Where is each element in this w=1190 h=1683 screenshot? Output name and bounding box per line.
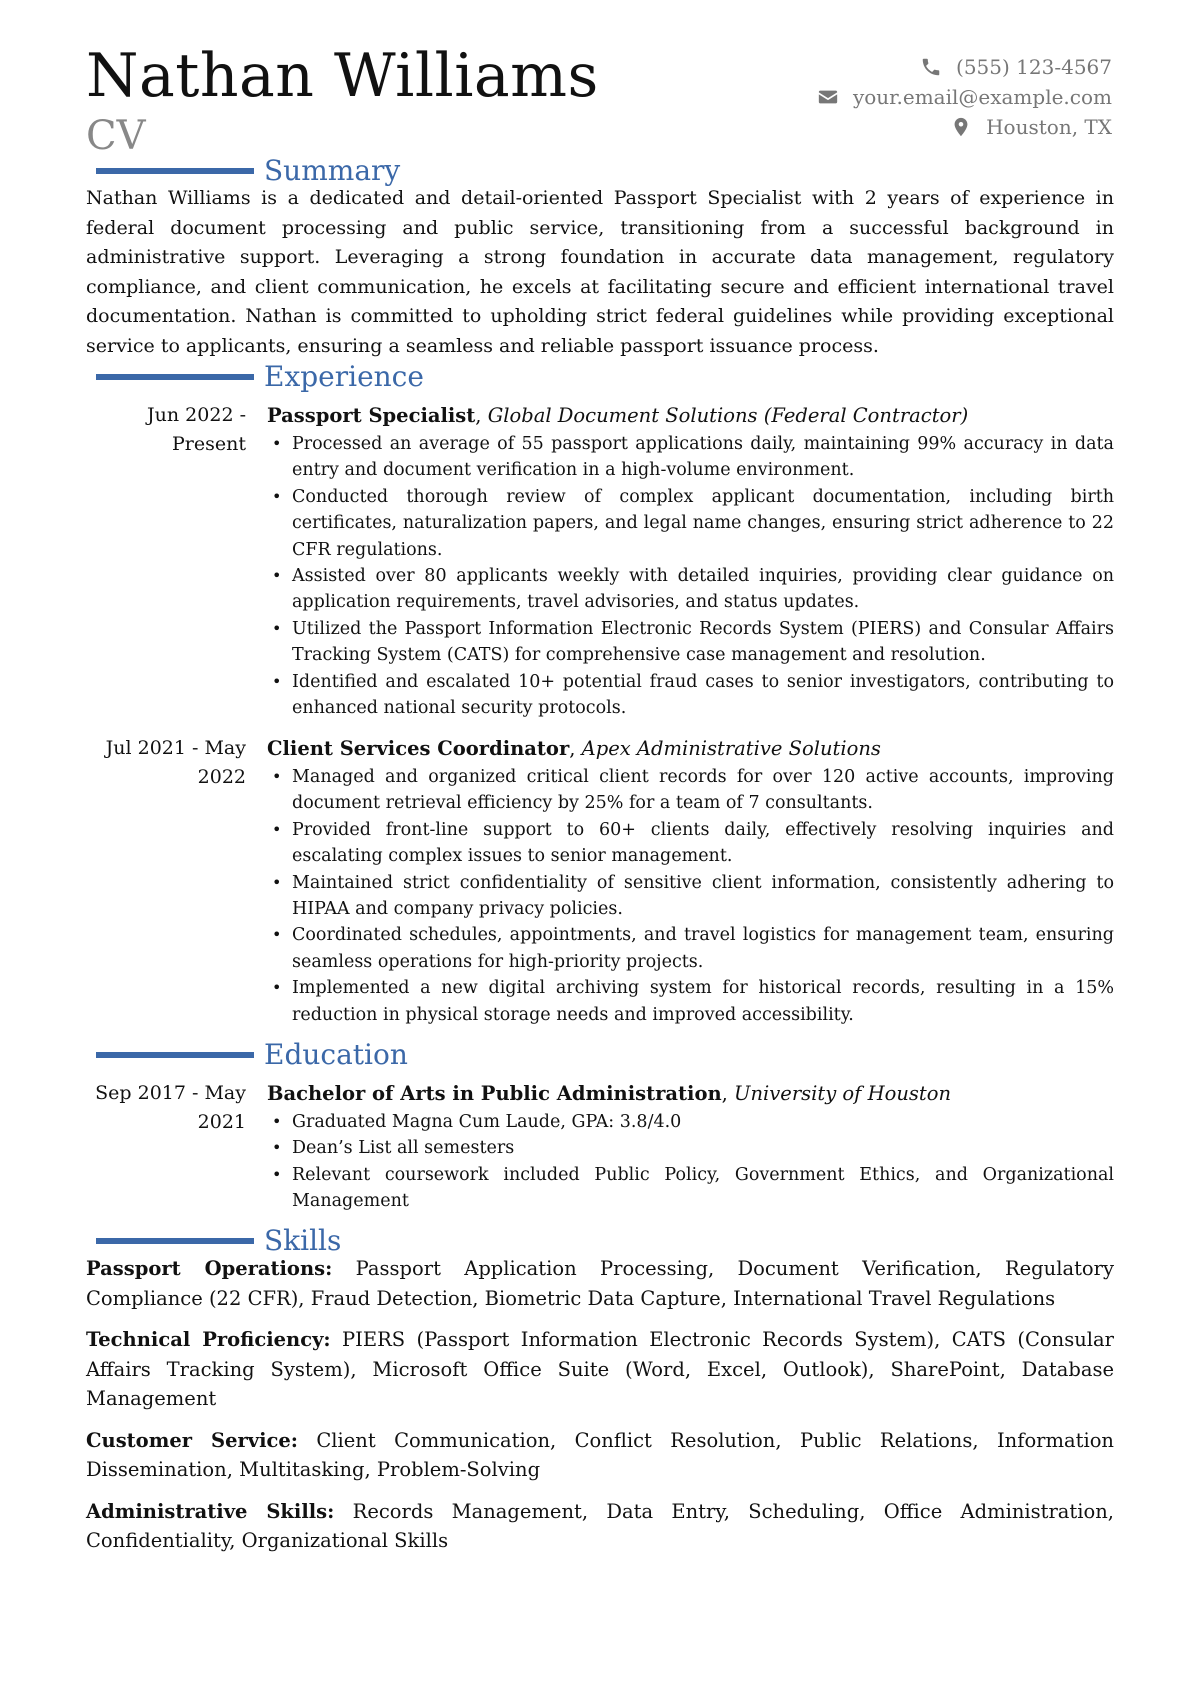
section-rule xyxy=(96,1238,254,1244)
phone-icon xyxy=(920,56,942,78)
candidate-name: Nathan Williams xyxy=(86,41,599,111)
summary-heading xyxy=(96,154,400,188)
job-org: Apex Administrative Solutions xyxy=(581,737,881,760)
list-item: • Managed and organized critical client records for over 120 active accounts, improving document retrieval efficiency by 25% for a team of 7 consultants. xyxy=(267,764,1114,817)
contact-location xyxy=(817,112,1112,142)
section-title: Summary xyxy=(264,154,401,187)
contact-email xyxy=(817,82,1112,112)
bullet-list xyxy=(267,1109,1114,1215)
envelope-icon xyxy=(817,86,839,108)
email-text: your.email@example.com xyxy=(852,85,1112,109)
section-rule xyxy=(96,374,254,380)
list-item: • Coordinated schedules, appointments, and travel logistics for management team, ensuring seamless operations for high-priority projects. xyxy=(267,922,1114,975)
experience-heading xyxy=(96,360,424,394)
document-subtitle: CV xyxy=(86,113,146,159)
job-role: Client Services Coordinator xyxy=(267,737,570,760)
list-item: • Provided front-line support to 60+ clients daily, effectively resolving inquiries and escalating complex issues to senior management. xyxy=(267,817,1114,870)
skill-group xyxy=(86,1325,1114,1414)
header xyxy=(86,42,599,158)
contact-phone xyxy=(817,52,1112,82)
skill-group xyxy=(86,1497,1114,1556)
list-item: • Conducted thorough review of complex applicant documentation, including birth certificates, naturalization papers, and legal name changes, ensuring strict adherence to 22 CFR regulations. xyxy=(267,484,1114,563)
entry-title: Passport Specialist, Global Document Solutions (Federal Contractor) xyxy=(267,404,969,427)
list-item: • Graduated Magna Cum Laude, GPA: 3.8/4.0 xyxy=(267,1109,1114,1135)
job-org: Global Document Solutions (Federal Contractor) xyxy=(487,404,969,427)
degree: Bachelor of Arts in Public Administration xyxy=(267,1082,722,1105)
list-item: • Utilized the Passport Information Electronic Records System (PIERS) and Consular Affairs Tracking System (CATS) for comprehensive case management and resolution. xyxy=(267,616,1114,669)
section-title: Experience xyxy=(264,360,424,393)
entry-dates: Jul 2021 - May 2022 xyxy=(105,737,246,788)
section-rule xyxy=(96,168,254,174)
section-title: Education xyxy=(264,1038,408,1071)
list-item: • Processed an average of 55 passport applications daily, maintaining 99% accuracy in data entry and document verification in a high-volume environment. xyxy=(267,431,1114,484)
entry-title: Bachelor of Arts in Public Administration, University of Houston xyxy=(267,1082,952,1105)
summary-text: Nathan Williams is a dedicated and detail-oriented Passport Specialist with 2 years of experience in federal document processing and public service, transitioning from a successful background in administrative support. Leveraging a strong foundation in accurate data management, regulatory compliance, and client communication, he excels at facilitating secure and efficient international travel documentation. Nathan is committed to upholding strict federal guidelines while providing exceptional service to applicants, ensuring a seamless and reliable passport issuance process. xyxy=(86,187,1114,357)
section-rule xyxy=(96,1052,254,1058)
list-item: • Dean’s List all semesters xyxy=(267,1135,1114,1161)
contact-block xyxy=(817,52,1112,142)
skills-heading xyxy=(96,1224,341,1258)
skill-label: Customer Service: xyxy=(86,1428,298,1452)
bullet-list xyxy=(267,764,1114,1028)
bullet-list xyxy=(267,431,1114,721)
skill-text: Passport Application Processing, Document Verification, Regulatory Compliance (22 CFR), Fraud Detection, Biometric Data Capture, International Travel Regulations xyxy=(86,1257,1114,1310)
list-item: • Assisted over 80 applicants weekly with detailed inquiries, providing clear guidance on application requirements, travel advisories, and status updates. xyxy=(267,563,1114,616)
job-role: Passport Specialist xyxy=(267,404,476,427)
entry-body xyxy=(267,401,1114,721)
skills-list xyxy=(86,1254,1114,1568)
list-item: • Relevant coursework included Public Policy, Government Ethics, and Organizational Management xyxy=(267,1162,1114,1215)
entry-dates: Jun 2022 - Present xyxy=(147,404,246,455)
phone-text: (555) 123-4567 xyxy=(956,55,1112,79)
map-pin-icon xyxy=(950,116,972,138)
entry-dates: Sep 2017 - May 2021 xyxy=(95,1082,246,1133)
location-text: Houston, TX xyxy=(986,115,1112,139)
school: University of Houston xyxy=(734,1082,952,1105)
skill-text: PIERS (Passport Information Electronic Records System), CATS (Consular Affairs Tracking System), Microsoft Office Suite (Word, Excel, Outlook), SharePoint, Database Management xyxy=(86,1328,1114,1410)
skill-label: Technical Proficiency: xyxy=(86,1328,331,1351)
section-title: Skills xyxy=(264,1224,342,1257)
skill-label: Passport Operations: xyxy=(86,1257,333,1280)
entry-title: Client Services Coordinator, Apex Administrative Solutions xyxy=(267,737,881,760)
entry-body xyxy=(267,734,1114,1028)
list-item: • Identified and escalated 10+ potential fraud cases to senior investigators, contributing to enhanced national security protocols. xyxy=(267,669,1114,722)
education-heading xyxy=(96,1038,408,1072)
skill-text: Records Management, Data Entry, Scheduling, Office Administration, Confidentiality, Organizational Skills xyxy=(86,1499,1115,1552)
skill-group xyxy=(86,1254,1114,1313)
skill-label: Administrative Skills: xyxy=(86,1499,335,1523)
list-item: • Maintained strict confidentiality of sensitive client information, consistently adhering to HIPAA and company privacy policies. xyxy=(267,870,1114,923)
skill-text: Client Communication, Conflict Resolution, Public Relations, Information Dissemination, Multitasking, Problem-Solving xyxy=(86,1428,1114,1481)
list-item: • Implemented a new digital archiving system for historical records, resulting in a 15% reduction in physical storage needs and improved accessibility. xyxy=(267,975,1114,1028)
entry-body xyxy=(267,1079,1114,1215)
skill-group xyxy=(86,1426,1114,1485)
